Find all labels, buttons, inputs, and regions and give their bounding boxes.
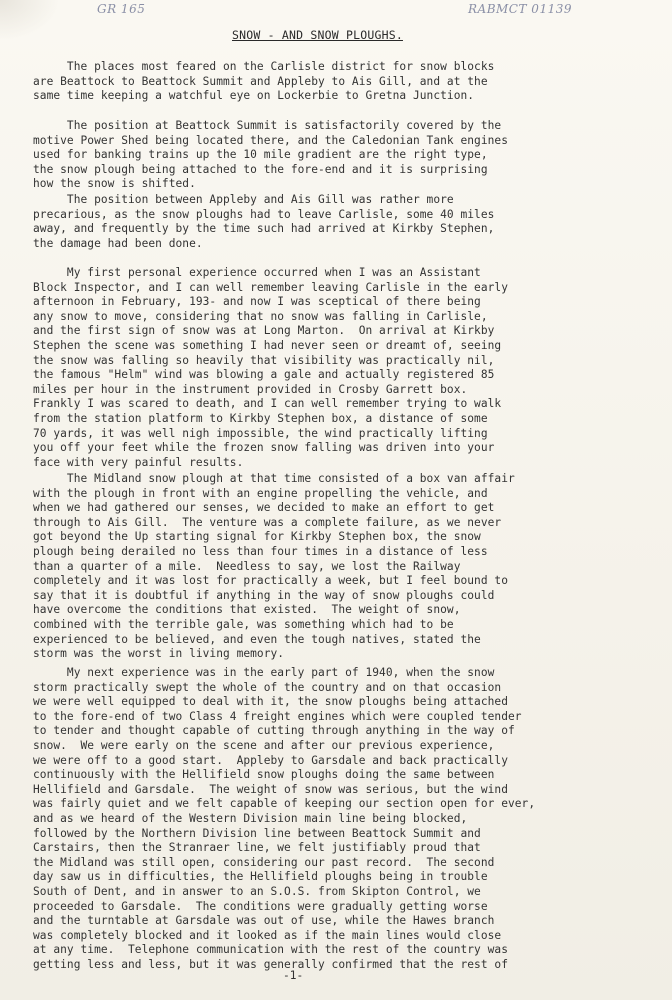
page-number: -1- — [283, 969, 304, 982]
page-fold-shadow — [0, 0, 60, 40]
handwritten-reference-left: GR 165 — [97, 2, 146, 16]
paragraph-6: My next experience was in the early part of 1940, when the snow storm practically swept the whole of the country and on that occasion we were well equipped to deal with it, the snow ploughs being attached to the fore-end of two Class 4 freight engines which were coupled tender to tender and thought capable of cutting through anything in the way of snow. We were early on the scene and after our previous experience, we were off to a good start. Appleby to Garsdale and back practically continuously with the Hellifield snow ploughs doing the same between Hellifield and Garsdale. The weight of snow was serious, but the wind was fairly quiet and we felt capable of keeping our section open for ever, and as we heard of the Western Division main line being blocked, followed by the Northern Division line between Beattock Summit and Carstairs, then the Stranraer line, we felt justifiably proud that the Midland was still open, considering our past record. The second day saw us in difficulties, the Hellifield ploughs being in trouble South of Dent, and in answer to an S.O.S. from Skipton Control, we proceeded to Garsdale. The conditions were gradually getting worse and the turntable at Garsdale was out of use, while the Hawes branch was completely blocked and it looked as if the main lines would close at any time. Telephone communication with the rest of the country was getting less and less, but it was generally confirmed that the rest of — [33, 666, 536, 971]
handwritten-reference-right: RABMCT 01139 — [468, 2, 572, 16]
paragraph-4: My first personal experience occurred when I was an Assistant Block Inspector, and I can well remember leaving Carlisle in the early afternoon in February, 193- and now I was sceptical of there being any snow to move, considering that no snow was falling in Carlisle, and the first sign of snow was at Long Marton. On arrival at Kirkby Stephen the scene was something I had never seen or dreamt of, seeing the snow was falling so heavily that visibility was practically nil, the famous "Helm" wind was blowing a gale and actually registered 85 miles per hour in the instrument provided in Crosby Garrett box. Frankly I was scared to death, and I can well remember trying to walk from the station platform to Kirkby Stephen box, a distance of some 70 yards, it was well nigh impossible, the wind practically lifting you off your feet while the frozen snow falling was driven into your face with very painful results. — [33, 266, 508, 469]
document-title: SNOW - AND SNOW PLOUGHS. — [232, 28, 403, 42]
paragraph-2: The position at Beattock Summit is satisfactorily covered by the motive Power Shed being located there, and the Caledonian Tank engines used for banking trains up the 10 mile gradient are the right type, the snow plough being attached to the fore-end and it is surprising how the snow is shifted. — [33, 119, 508, 191]
paragraph-1: The places most feared on the Carlisle district for snow blocks are Beattock to Beattock Summit and Appleby to Ais Gill, and at the same time keeping a watchful eye on Lockerbie to Gretna Junction. — [33, 60, 495, 103]
paragraph-5: The Midland snow plough at that time consisted of a box van affair with the plough in front with an engine propelling the vehicle, and when we had gathered our senses, we decided to make an effort to get through to Ais Gill. The venture was a complete failure, as we never got beyond the Up starting signal for Kirkby Stephen box, the snow plough being derailed no less than four times in a distance of less than a quarter of a mile. Needless to say, we lost the Railway completely and it was lost for practically a week, but I feel bound to say that it is doubtful if anything in the way of snow ploughs could have overcome the conditions that existed. The weight of snow, combined with the terrible gale, was something which had to be experienced to be believed, and even the tough natives, stated the storm was the worst in living memory. — [33, 472, 515, 661]
paragraph-3: The position between Appleby and Ais Gill was rather more precarious, as the snow ploughs had to leave Carlisle, some 40 miles away, and frequently by the time such had arrived at Kirkby Stephen, the damage had been done. — [33, 193, 495, 250]
